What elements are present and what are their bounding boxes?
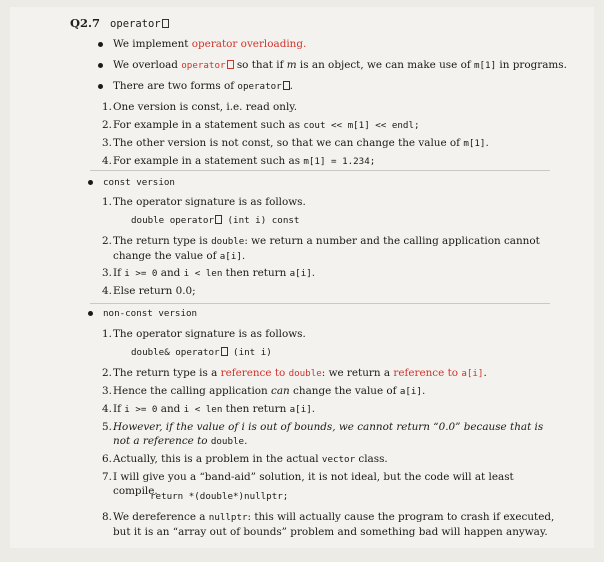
- list-item: 4. Else return 0.0;: [102, 285, 196, 297]
- list-item: 1. The operator signature is as follows.: [102, 328, 306, 340]
- bullet-const-heading: const version: [88, 175, 574, 190]
- list-item: 8. We dereference a nullptr: this will actually cause the program to crash if executed, but it is an “array out of bounds” problem and something bad will happen anyway.: [102, 511, 555, 538]
- nonconst-list: [82, 327, 558, 542]
- bullet-intro-2: We overload operator so that if m is an object, we can make use of m[1] in programs.: [98, 58, 574, 73]
- list-item: 2. The return type is a reference to double: we return a reference to a[i].: [102, 367, 487, 379]
- bullet-intro-3: There are two forms of operator .: [98, 79, 574, 94]
- document-page: [10, 7, 594, 548]
- code-signature: double& operator (int i): [131, 347, 272, 358]
- list-item: 3. If i >= 0 and i < len then return a[i].: [102, 267, 316, 279]
- operator-red: operator: [181, 60, 233, 71]
- section-name: operator: [110, 18, 169, 30]
- list-item: 4. If i >= 0 and i < len then return a[i].: [102, 403, 316, 415]
- list-item: 2. For example in a statement such as cout << m[1] << endl;: [102, 119, 420, 131]
- bullet-intro-1: We implement operator overloading.: [98, 37, 574, 51]
- list-item: 1. One version is const, i.e. read only.: [102, 101, 298, 113]
- intro-list: [82, 100, 574, 172]
- code-signature: double operator (int i) const: [131, 215, 300, 226]
- list-item: 1. The operator signature is as follows.: [102, 196, 306, 208]
- list-item: 2. The return type is double: we return a number and the calling application cannot change the value of a[i].: [102, 235, 540, 262]
- section-title: [70, 16, 169, 31]
- list-item: 5. However, if the value of i is out of bounds, we cannot return “0.0” because that is not a reference to double.: [102, 421, 544, 447]
- list-item: 7. I will give you a “band-aid” solution, it is not ideal, but the code will at least compile.: [102, 471, 514, 497]
- divider: [90, 303, 550, 304]
- list-item: 3. The other version is not const, so that we can change the value of m[1].: [102, 137, 489, 149]
- list-item: 4. For example in a statement such as m[1] = 1.234;: [102, 155, 376, 167]
- const-list: [82, 195, 558, 302]
- section-number: Q2.7: [70, 16, 101, 30]
- bullet-nonconst-heading: non-const version: [88, 306, 574, 321]
- list-item: 3. Hence the calling application can change the value of a[i].: [102, 385, 426, 397]
- brackets-box-icon: [162, 19, 169, 28]
- divider: [90, 170, 550, 171]
- code-return-nullptr: return *(double*)nullptr;: [150, 491, 289, 502]
- list-item: 6. Actually, this is a problem in the actual vector class.: [102, 453, 388, 465]
